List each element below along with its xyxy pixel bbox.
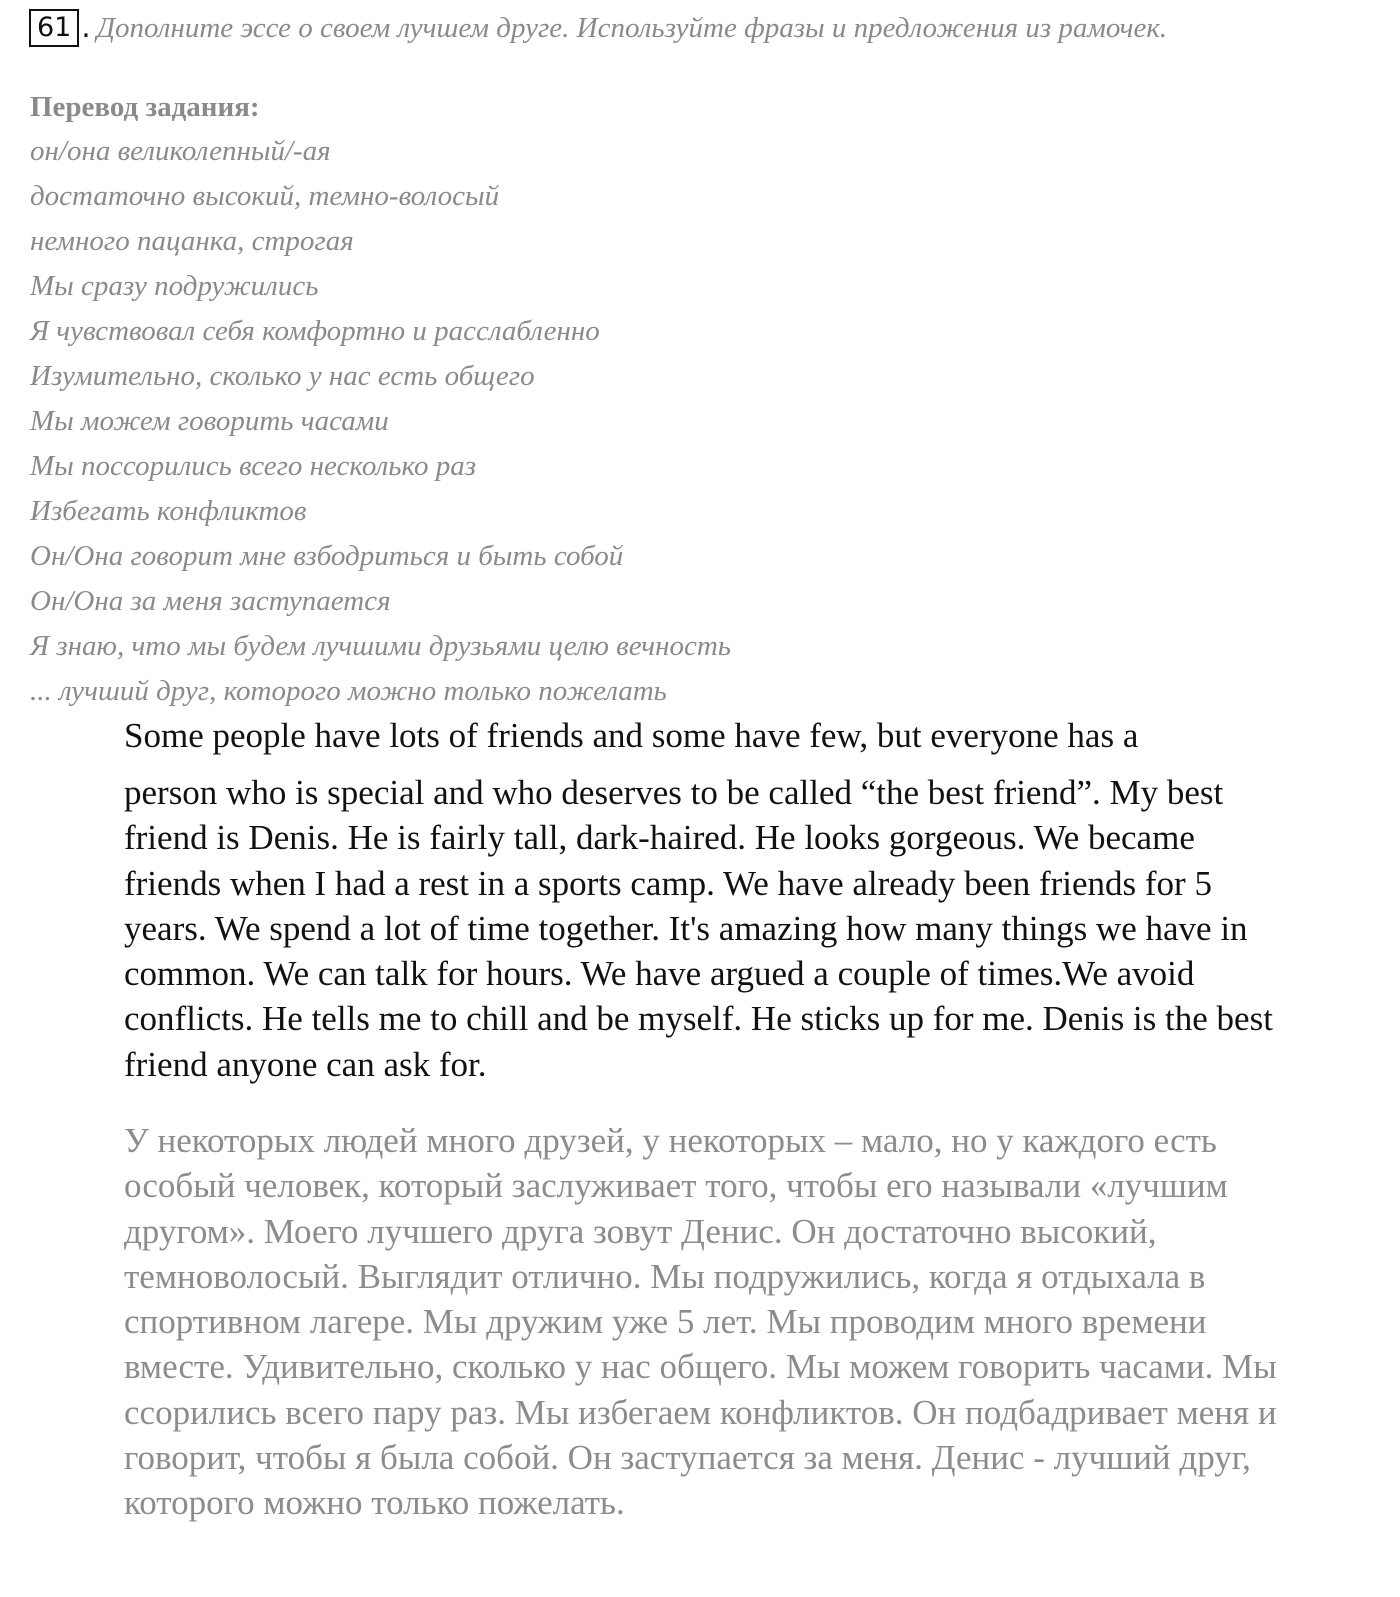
phrase-item: Мы можем говорить часами — [30, 405, 389, 437]
phrase-item: Мы поссорились всего несколько раз — [30, 450, 477, 482]
task-instruction-text: Дополните эссе о своем лучшем друге. Используйте фразы и предложения из рамочек. — [96, 12, 1168, 44]
task-number: 61 — [29, 9, 79, 47]
phrase-item: Избегать конфликтов — [30, 495, 307, 527]
phrase-item: Он/Она за меня заступается — [30, 585, 391, 617]
russian-essay: У некоторых людей много друзей, у некоторых – мало, но у каждого есть особый человек, который заслуживает того, чтобы его называли «лучшим другом». Моего лучшего друга зовут Денис. Он достаточно высокий, темноволосый. Выглядит отлично. Мы подружились, когда я отдыхала в спортивном лагере. Мы дружим уже 5 лет. Мы проводим много времени вместе. Удивительно, сколько у нас общего. Мы можем говорить часами. Мы ссорились всего пару раз. Мы избегаем конфликтов. Он подбадривает меня и говорит, чтобы я была собой. Он заступается за меня. Денис - лучший друг, которого можно только пожелать. — [124, 1121, 1277, 1523]
english-essay-first-line: Some people have lots of friends and some have few, but everyone has a — [124, 716, 1139, 755]
phrase-item: он/она великолепный/-ая — [30, 135, 331, 167]
phrase-item: Изумительно, сколько у нас есть общего — [30, 360, 535, 392]
phrase-item: Я чувствовал себя комфортно и расслабленно — [30, 315, 600, 347]
phrase-item: Мы сразу подружились — [30, 270, 319, 302]
phrase-item: Он/Она говорит мне взбодриться и быть собой — [30, 540, 624, 572]
phrase-item: достаточно высокий, темно-волосый — [30, 180, 500, 212]
phrase-list — [30, 132, 731, 717]
task-number-dot: . — [81, 10, 91, 44]
phrase-item: немного пацанка, строгая — [30, 225, 354, 257]
phrase-item: Я знаю, что мы будем лучшими друзьями целю вечность — [30, 630, 731, 662]
task-instruction-block — [29, 8, 1369, 48]
english-essay-body: person who is special and who deserves to be called “the best friend”. My best friend is Denis. He is fairly tall, dark-haired. He looks gorgeous. We became friends when I had a rest in a sports camp. We have already been friends for 5 years. We spend a lot of time together. It's amazing how many things we have in common. We can talk for hours. We have argued a couple of times.We avoid conflicts. He tells me to chill and be myself. He sticks up for me. Denis is the best friend anyone can ask for. — [124, 773, 1273, 1084]
translation-heading: Перевод задания: — [30, 91, 260, 123]
english-essay — [124, 713, 1284, 1087]
phrase-item: ... лучший друг, которого можно только пожелать — [30, 675, 667, 707]
